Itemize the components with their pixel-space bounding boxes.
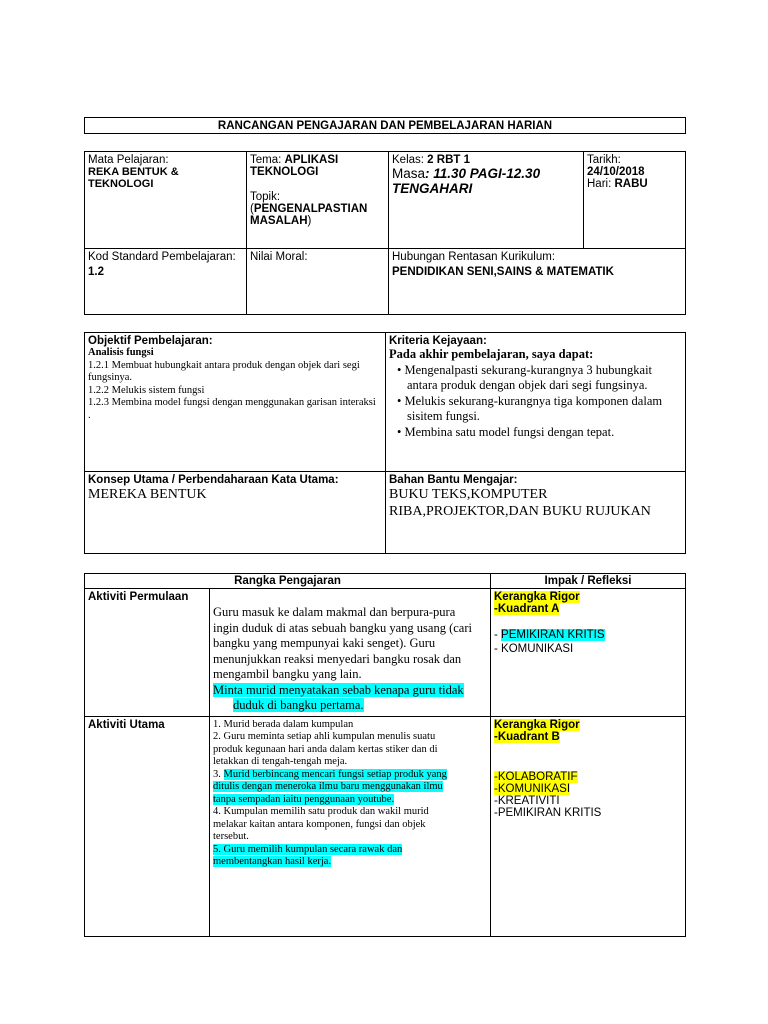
permulaan-label: Aktiviti Permulaan — [88, 591, 189, 603]
utama-impak-cell — [491, 716, 686, 936]
nilai-label: Nilai Moral: — [250, 251, 308, 263]
kriteria-item: • Membina satu model fungsi dengan tepat. — [397, 424, 615, 439]
mata-pelajaran-label: Mata Pelajaran: — [88, 154, 169, 166]
kelas-value: 2 RBT 1 — [427, 154, 470, 166]
kelas-cell — [389, 152, 584, 249]
objektif-cell — [85, 333, 386, 472]
mata-pelajaran-value: REKA BENTUK & TEKNOLOGI — [88, 166, 179, 190]
utama-content-cell — [210, 716, 491, 936]
impak-header: Impak / Refleksi — [491, 574, 686, 589]
hubungan-cell — [389, 249, 686, 315]
permulaan-label-cell — [85, 589, 210, 717]
mata-pelajaran-cell — [85, 152, 247, 249]
bahan-value: BUKU TEKS,KOMPUTER RIBA,PROJEKTOR,DAN BUKU RUJUKAN — [389, 487, 651, 519]
header-table — [84, 151, 686, 315]
kriteria-label: Kriteria Kejayaan: — [389, 335, 487, 347]
utama-item-highlight: Murid berbincang mencari fungsi setiap produk yang ditulis dengan meneroka ilmu baru menggunakan ilmu tanpa sempadan iaitu penggunaan youtube. — [213, 768, 447, 805]
utama-impak-item: -KOMUNIKASI — [494, 782, 571, 795]
utama-rigor-title: Kerangka Rigor — [494, 718, 580, 731]
objektif-item: 1.2.1 Membuat hubungkait antara produk dengan objek dari segi fungsinya. — [88, 359, 360, 383]
nilai-cell — [247, 249, 389, 315]
utama-item-number: 3. — [213, 768, 224, 780]
permulaan-impak-item: - KOMUNIKASI — [494, 643, 574, 655]
konsep-value: MEREKA BENTUK — [88, 487, 207, 502]
objektif-label: Objektif Pembelajaran: — [88, 335, 213, 347]
kriteria-item: • Melukis sekurang-kurangnya tiga komponen dalam sisitem fungsi. — [397, 393, 663, 423]
topik-value: PENGENALPASTIAN MASALAH — [250, 203, 368, 227]
objektif-item: 1.2.3 Membina model fungsi dengan menggunakan garisan interaksi — [88, 397, 376, 408]
kriteria-intro: Pada akhir pembelajaran, saya dapat: — [389, 347, 594, 361]
konsep-label: Konsep Utama / Perbendaharaan Kata Utama: — [88, 474, 339, 486]
objektif-item: 1.2.2 Melukis sistem fungsi — [88, 384, 205, 396]
konsep-cell — [85, 472, 386, 554]
tarikh-label: Tarikh: — [587, 154, 621, 166]
permulaan-highlight: Minta murid menyatakan sebab kenapa guru tidak — [213, 682, 464, 697]
objektif-item: . — [88, 409, 91, 421]
masa-value: : 11.30 PAGI-12.30 TENGAHARI — [392, 166, 541, 196]
utama-item-highlight: 5. Guru memilih kumpulan secara rawak dan membentangkan hasil kerja. — [213, 843, 403, 867]
tema-label: Tema: — [250, 154, 282, 166]
topik-open: ( — [250, 203, 254, 215]
kriteria-item: • Mengenalpasti sekurang-kurangnya 3 hubungkait antara produk dengan objek dari segi fungsinya. — [397, 362, 653, 392]
hari-label: Hari: — [587, 178, 612, 190]
utama-impak-item: -KOLABORATIF — [494, 770, 578, 783]
kriteria-cell — [386, 333, 686, 472]
permulaan-rigor-quadrant: -Kuadrant A — [494, 603, 560, 615]
rangka-header: Rangka Pengajaran — [85, 574, 491, 589]
objektif-sub: Analisis fungsi — [88, 347, 154, 358]
utama-impak-item: -PEMIKIRAN KRITIS — [494, 806, 602, 819]
topik-label: Topik: — [250, 191, 281, 203]
document-title: RANCANGAN PENGAJARAN DAN PEMBELAJARAN HARIAN — [84, 117, 686, 134]
permulaan-content-cell — [210, 589, 491, 717]
utama-item: 1. Murid berada dalam kumpulan — [213, 718, 354, 730]
hari-value: RABU — [614, 178, 648, 190]
activities-table — [84, 573, 686, 937]
permulaan-impak-cell — [491, 589, 686, 717]
kod-cell — [85, 249, 247, 315]
utama-label: Aktiviti Utama — [88, 718, 165, 731]
permulaan-impak-item: PEMIKIRAN KRITIS — [501, 629, 605, 641]
tema-cell — [247, 152, 389, 249]
permulaan-text: Guru masuk ke dalam makmal dan berpura-pura ingin duduk di atas sebuah bangku yang usang (cari bangku yang mempunyai kaki senget). Guru menunjukkan reaksi menyedari bangku rosak dan mengambil bangku yang lain. — [213, 605, 472, 681]
utama-label-cell — [85, 716, 210, 936]
hubungan-label: Hubungan Rentasan Kurikulum: — [392, 251, 556, 263]
bahan-label: Bahan Bantu Mengajar: — [389, 474, 518, 486]
tema-value: APLIKASI TEKNOLOGI — [250, 154, 339, 178]
permulaan-impak-dash: - — [494, 629, 502, 641]
masa-label: Masa — [392, 166, 426, 181]
topik-close: ) — [307, 215, 312, 227]
tarikh-value: 24/10/2018 — [587, 166, 645, 178]
permulaan-rigor-title: Kerangka Rigor — [494, 591, 580, 603]
utama-impak-item: -KREATIVITI — [494, 794, 560, 807]
kelas-label: Kelas: — [392, 154, 424, 166]
utama-item: 4. Kumpulan memilih satu produk dan wakil murid melakar kaitan antara komponen, fungsi dan objek tersebut. — [213, 806, 429, 842]
utama-item: 2. Guru meminta setiap ahli kumpulan menulis suatu produk kegunaan hari anda dalam kertas stiker dan di letakkan di tengah-tengah meja. — [213, 731, 438, 767]
hubungan-value: PENDIDIKAN SENI,SAINS & MATEMATIK — [392, 266, 614, 278]
utama-rigor-quadrant: -Kuadrant B — [494, 730, 560, 743]
bahan-cell — [386, 472, 686, 554]
kod-value: 1.2 — [88, 266, 104, 278]
kod-label: Kod Standard Pembelajaran: — [88, 251, 236, 263]
tarikh-cell — [584, 152, 686, 249]
objectives-table — [84, 332, 686, 554]
kriteria-list — [389, 363, 682, 441]
permulaan-highlight: duduk di bangku pertama. — [233, 698, 364, 712]
